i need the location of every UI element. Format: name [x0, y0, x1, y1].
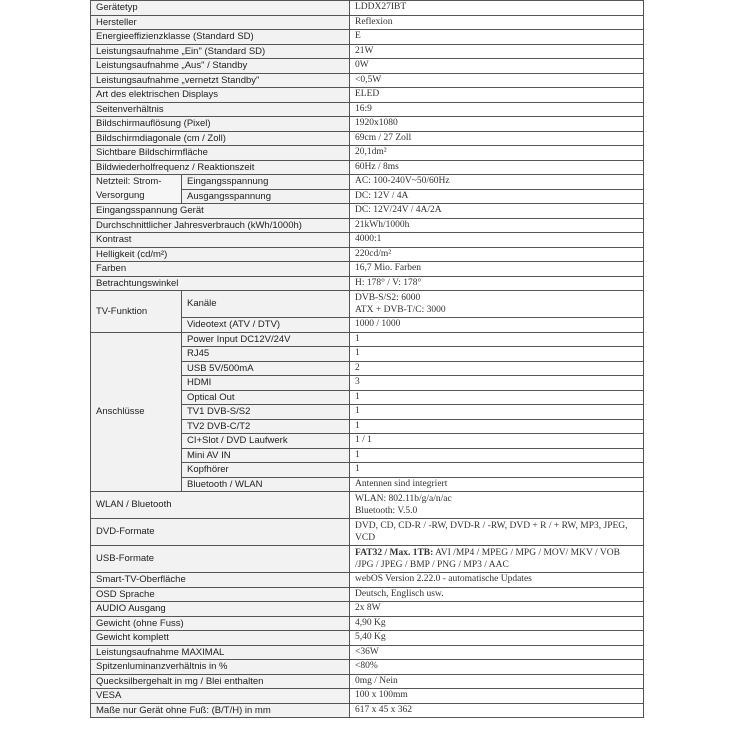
spec-label: Leistungsaufnahme „vernetzt Standby": [91, 73, 350, 88]
spec-label: Art des elektrischen Displays: [91, 88, 350, 103]
spec-value-channels: [350, 291, 644, 318]
spec-value: 16,7 Mio. Farben: [350, 262, 644, 277]
usb-format-rest: AVI /MP4 / MPEG / MPG / MOV/ MKV / VOB /JPG / JPEG / BMP / PNG / MP3 / AAC: [355, 548, 620, 570]
spec-label: Spitzenluminanzverhältnis in %: [91, 660, 350, 675]
spec-value: 1: [350, 347, 644, 362]
table-row: [91, 131, 644, 146]
table-row: [91, 602, 644, 617]
table-row: [91, 291, 644, 318]
spec-label: Eingangsspannung Gerät: [91, 204, 350, 219]
spec-value: 16:9: [350, 102, 644, 117]
spec-value: 100 x 100mm: [350, 689, 644, 704]
spec-label: DVD-Formate: [91, 519, 350, 546]
spec-label: RJ45: [182, 347, 350, 362]
spec-value: 1: [350, 463, 644, 478]
table-row: [91, 631, 644, 646]
table-row: [91, 689, 644, 704]
table-row: [91, 88, 644, 103]
table-row: [91, 674, 644, 689]
spec-value: 69cm / 27 Zoll: [350, 131, 644, 146]
table-row: [91, 616, 644, 631]
spec-label: Gewicht komplett: [91, 631, 350, 646]
spec-value-usb: [350, 546, 644, 573]
spec-label: Power Input DC12V/24V: [182, 332, 350, 347]
spec-value: 20,1dm²: [350, 146, 644, 161]
spec-value: AC: 100-240V~50/60Hz: [350, 175, 644, 190]
spec-label: Energieeffizienzklasse (Standard SD): [91, 30, 350, 45]
spec-value: 0W: [350, 59, 644, 74]
table-row: [91, 15, 644, 30]
spec-label: Ausgangsspannung: [182, 189, 350, 204]
wlan-line-2: Bluetooth: V.5.0: [355, 506, 418, 516]
spec-value: DC: 12V/24V / 4A/2A: [350, 204, 644, 219]
usb-format-bold: FAT32 / Max. 1TB:: [355, 548, 434, 558]
spec-table: [90, 0, 644, 718]
spec-value: 1: [350, 405, 644, 420]
spec-label: Bluetooth / WLAN: [182, 477, 350, 492]
spec-label: Leistungsaufnahme „Aus" / Standby: [91, 59, 350, 74]
spec-value: webOS Version 2.22.0 - automatische Updates: [350, 573, 644, 588]
spec-value: 4,90 Kg: [350, 616, 644, 631]
group-label-power-supply: Netzteil: Strom-Versorgung: [91, 175, 182, 204]
spec-label: Helligkeit (cd/m²): [91, 247, 350, 262]
spec-label: Kontrast: [91, 233, 350, 248]
spec-value: E: [350, 30, 644, 45]
spec-label: Leistungsaufnahme MAXIMAL: [91, 645, 350, 660]
spec-value: 1000 / 1000: [350, 318, 644, 333]
table-row: [91, 247, 644, 262]
spec-value: 1920x1080: [350, 117, 644, 132]
spec-label: USB 5V/500mA: [182, 361, 350, 376]
spec-label: CI+Slot / DVD Laufwerk: [182, 434, 350, 449]
spec-value: 220cd/m²: [350, 247, 644, 262]
spec-label: Farben: [91, 262, 350, 277]
spec-value: 2: [350, 361, 644, 376]
table-row: [91, 573, 644, 588]
table-row: [91, 546, 644, 573]
spec-label: Kanäle: [182, 291, 350, 318]
spec-label: Maße nur Gerät ohne Fuß: (B/T/H) in mm: [91, 703, 350, 718]
spec-value: 3: [350, 376, 644, 391]
spec-label: Sichtbare Bildschirmfläche: [91, 146, 350, 161]
table-row: [91, 660, 644, 675]
spec-label: Seitenverhältnis: [91, 102, 350, 117]
table-row: [91, 204, 644, 219]
spec-value: <36W: [350, 645, 644, 660]
table-row: [91, 645, 644, 660]
spec-label: OSD Sprache: [91, 587, 350, 602]
group-label-tv-function: TV-Funktion: [91, 291, 182, 333]
spec-value: <80%: [350, 660, 644, 675]
spec-label: Kopfhörer: [182, 463, 350, 478]
spec-label: Hersteller: [91, 15, 350, 30]
spec-value: 60Hz / 8ms: [350, 160, 644, 175]
spec-label: Smart-TV-Oberfläche: [91, 573, 350, 588]
spec-value: 4000:1: [350, 233, 644, 248]
spec-value: LDDX27IBT: [350, 1, 644, 16]
spec-value: 1: [350, 332, 644, 347]
table-row: [91, 1, 644, 16]
table-row: [91, 44, 644, 59]
spec-sheet: [90, 0, 643, 718]
table-row: [91, 332, 644, 347]
table-row: [91, 519, 644, 546]
table-row: [91, 73, 644, 88]
spec-value: Reflexion: [350, 15, 644, 30]
spec-label: Quecksilbergehalt in mg / Blei enthalten: [91, 674, 350, 689]
spec-value: 617 x 45 x 362: [350, 703, 644, 718]
spec-value: 1: [350, 390, 644, 405]
spec-label: VESA: [91, 689, 350, 704]
spec-label: USB-Formate: [91, 546, 350, 573]
spec-value: 21kWh/1000h: [350, 218, 644, 233]
spec-value: 1 / 1: [350, 434, 644, 449]
spec-value: DC: 12V / 4A: [350, 189, 644, 204]
spec-value: 2x 8W: [350, 602, 644, 617]
spec-label: Optical Out: [182, 390, 350, 405]
table-row: [91, 30, 644, 45]
spec-label: TV1 DVB-S/S2: [182, 405, 350, 420]
table-row: [91, 146, 644, 161]
spec-value: 1: [350, 448, 644, 463]
table-row: [91, 587, 644, 602]
spec-label: Bildschirmauflösung (Pixel): [91, 117, 350, 132]
spec-value-wlan: [350, 492, 644, 519]
spec-label: AUDIO Ausgang: [91, 602, 350, 617]
spec-label: Bildwiederholfrequenz / Reaktionszeit: [91, 160, 350, 175]
spec-label: Gewicht (ohne Fuss): [91, 616, 350, 631]
wlan-line-1: WLAN: 802.11b/g/a/n/ac: [355, 494, 452, 504]
spec-label: HDMI: [182, 376, 350, 391]
channels-line-2: ATX + DVB-T/C: 3000: [355, 305, 446, 315]
table-row: [91, 102, 644, 117]
table-row: [91, 117, 644, 132]
spec-value: <0,5W: [350, 73, 644, 88]
spec-label: Gerätetyp: [91, 1, 350, 16]
channels-line-1: DVB-S/S2: 6000: [355, 293, 421, 303]
table-row: [91, 262, 644, 277]
table-row: [91, 233, 644, 248]
table-row: [91, 492, 644, 519]
table-row: [91, 59, 644, 74]
spec-value: ELED: [350, 88, 644, 103]
group-label-connections: Anschlüsse: [91, 332, 182, 492]
table-row: [91, 703, 644, 718]
spec-label: Eingangsspannung: [182, 175, 350, 190]
spec-label: TV2 DVB-C/T2: [182, 419, 350, 434]
table-row: [91, 218, 644, 233]
spec-value: Antennen sind integriert: [350, 477, 644, 492]
spec-label: Betrachtungswinkel: [91, 276, 350, 291]
spec-value: 21W: [350, 44, 644, 59]
spec-label: Mini AV IN: [182, 448, 350, 463]
spec-value: 0mg / Nein: [350, 674, 644, 689]
table-row: [91, 175, 644, 190]
spec-value: H: 178° / V: 178°: [350, 276, 644, 291]
spec-label: WLAN / Bluetooth: [91, 492, 350, 519]
spec-label: Durchschnittlicher Jahresverbrauch (kWh/1000h): [91, 218, 350, 233]
spec-label: Videotext (ATV / DTV): [182, 318, 350, 333]
spec-value: DVD, CD, CD-R / -RW, DVD-R / -RW, DVD + R / + RW, MP3, JPEG, VCD: [350, 519, 644, 546]
spec-value: 1: [350, 419, 644, 434]
table-row: [91, 276, 644, 291]
spec-label: Bildschirmdiagonale (cm / Zoll): [91, 131, 350, 146]
spec-label: Leistungsaufnahme „Ein" (Standard SD): [91, 44, 350, 59]
table-row: [91, 160, 644, 175]
spec-value: 5,40 Kg: [350, 631, 644, 646]
spec-value: Deutsch, Englisch usw.: [350, 587, 644, 602]
